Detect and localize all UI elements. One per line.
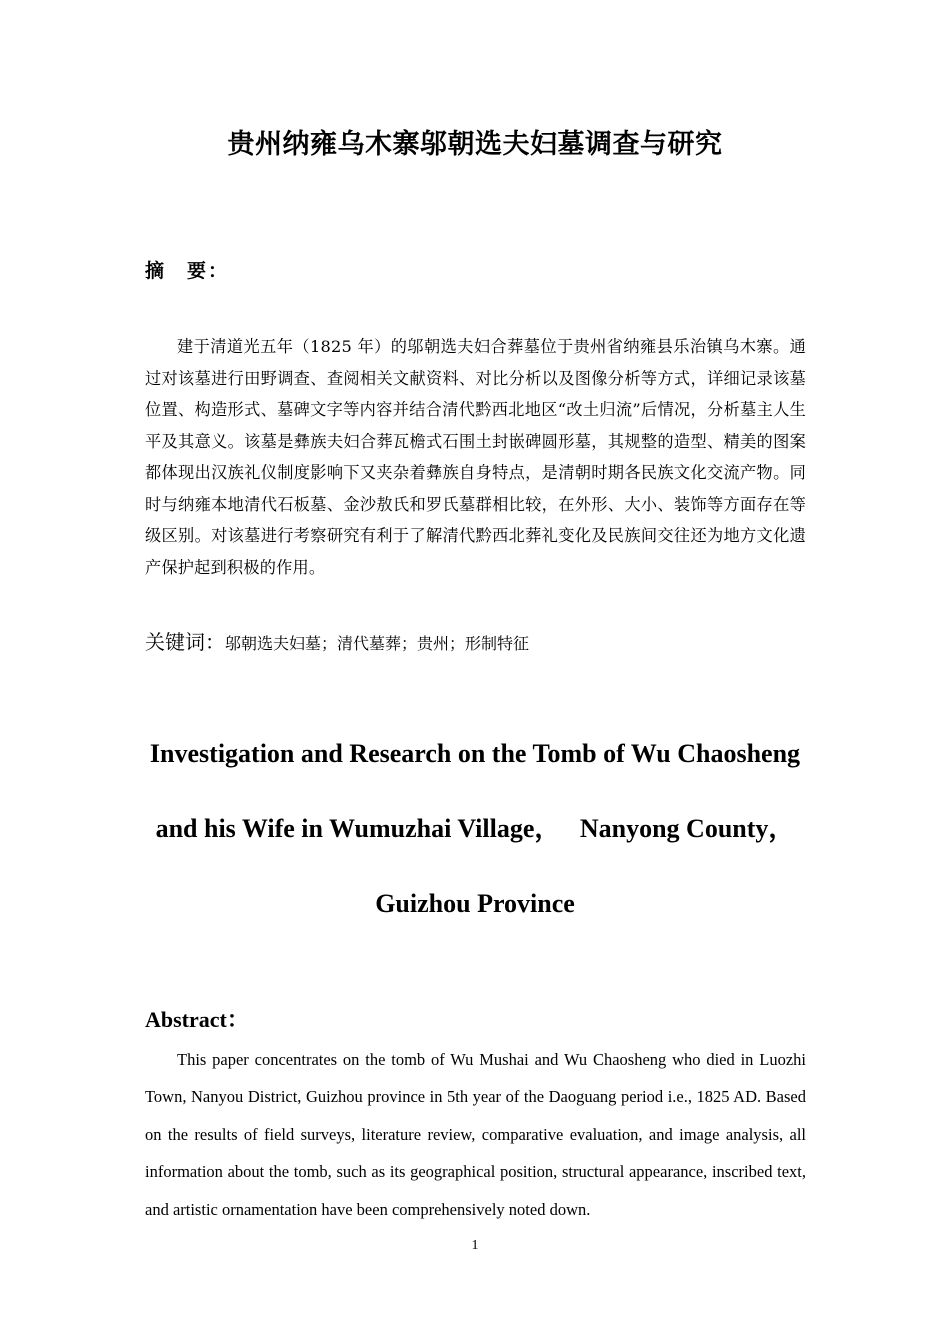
english-title-line-3: Guizhou Province: [375, 889, 575, 918]
page-number: 1: [471, 1238, 479, 1253]
chinese-title: 贵州纳雍乌木寨邬朝选夫妇墓调查与研究: [227, 129, 723, 160]
chinese-abstract-text: 建于清道光五年（1825 年）的邬朝选夫妇合葬墓位于贵州省纳雍县乐治镇乌木寨。通过对该墓进行田野调查、查阅相关文献资料、对比分析以及图像分析等方式，详细记录该墓位置、构造形式、墓碑文字等内容并结合清代黔西北地区“改土归流”后情况，分析墓主人生平及其意义。该墓是彝族夫妇合葬瓦檐式石围土封嵌碑圆形墓，其规整的造型、精美的图案都体现出汉族礼仪制度影响下又夹杂着彝族自身特点，是清朝时期各民族文化交流产物。同时与纳雍本地清代石板墓、金沙敖氏和罗氏墓群相比较，在外形、大小、装饰等方面存在等级区别。对该墓进行考察研究有利于了解清代黔西北葬礼变化及民族间交往还为地方文化遗产保护起到积极的作用。: [145, 337, 806, 577]
english-title: [110, 716, 840, 941]
english-abstract-heading: Abstract：: [145, 1007, 249, 1032]
english-title-line-1: Investigation and Research on the Tomb of Wu Chaosheng: [149, 739, 801, 768]
chinese-abstract-heading: 摘 要：: [145, 260, 230, 282]
english-abstract-text: This paper concentrates on the tomb of Wu Mushai and Wu Chaosheng who died in Luozhi Town, Nanyou District, Guizhou province in 5th year of the Daoguang period i.e., 1825 AD. Based on the results of field surveys, literature review, comparative evaluation, and image analysis, all information about the tomb, such as its geographical position, structural appearance, inscribed text, and artistic ornamentation have been comprehensively noted down.: [145, 1050, 806, 1219]
keywords-text: 邬朝选夫妇墓；清代墓葬；贵州；形制特征: [225, 634, 530, 653]
keywords: [145, 626, 806, 655]
keywords-label: 关键词：: [145, 630, 225, 654]
english-title-line-2: and his Wife in Wumuzhai Village， Nanyong County，: [155, 814, 795, 843]
